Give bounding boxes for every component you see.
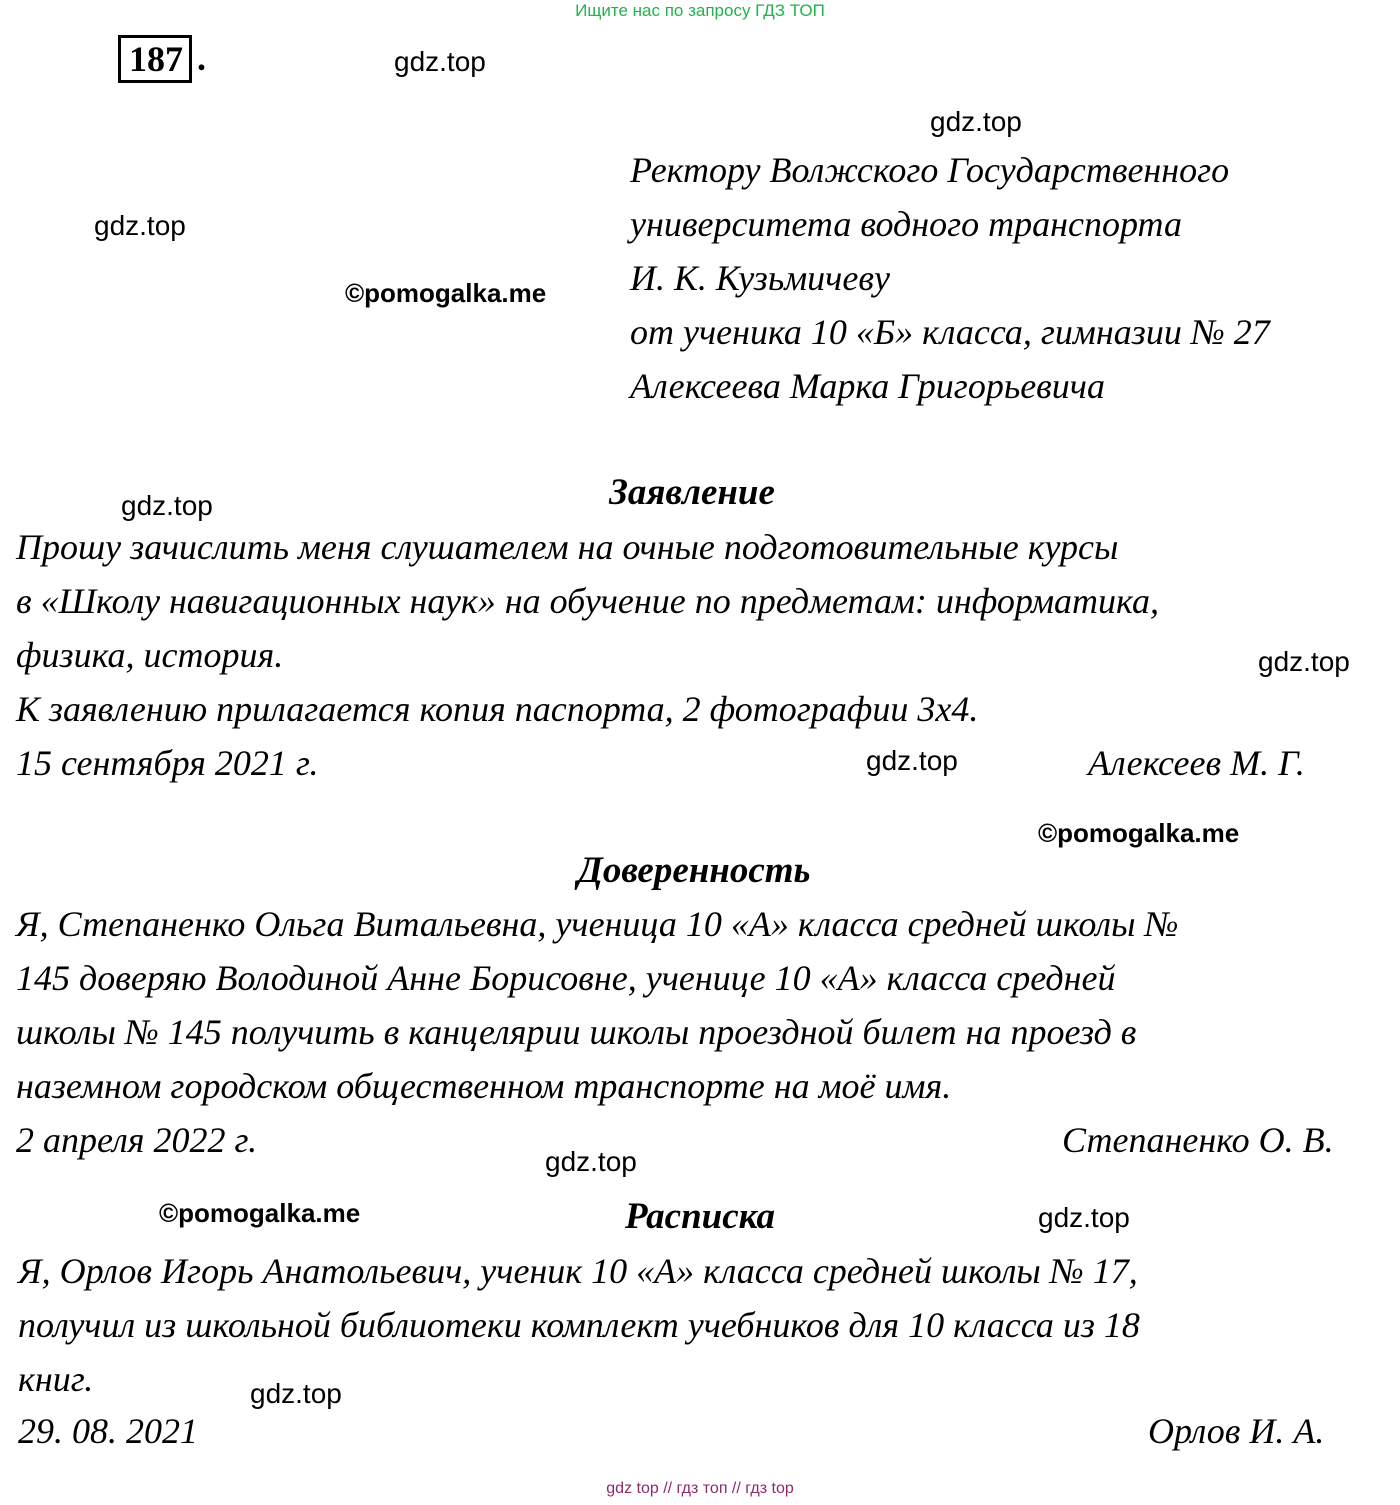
attorney-signature: Степаненко О. В. <box>1062 1120 1334 1160</box>
receipt-line: Я, Орлов Игорь Анатольевич, ученик 10 «А» класса средней школы № 17, <box>18 1251 1138 1291</box>
application-line: К заявлению прилагается копия паспорта, 2 фотографии 3х4. <box>16 689 979 729</box>
receipt-date: 29. 08. 2021 <box>18 1411 198 1451</box>
address-line: Алексеева Марка Григорьевича <box>630 366 1105 406</box>
attorney-line: школы № 145 получить в канцелярии школы проездной билет на проезд в <box>16 1012 1137 1052</box>
address-line: от ученика 10 «Б» класса, гимназии № 27 <box>630 312 1270 352</box>
address-line: Ректору Волжского Государственного <box>630 150 1230 190</box>
address-line: университета водного транспорта <box>630 204 1182 244</box>
watermark-gdz: gdz.top <box>394 46 486 77</box>
receipt-signature: Орлов И. А. <box>1148 1411 1325 1451</box>
attorney-title: Доверенность <box>577 850 811 891</box>
watermark-gdz: gdz.top <box>250 1378 342 1409</box>
watermark-gdz: gdz.top <box>121 490 213 521</box>
watermark-gdz: gdz.top <box>866 745 958 776</box>
attorney-line: 145 доверяю Володиной Анне Борисовне, ученице 10 «А» класса средней <box>16 958 1116 998</box>
exercise-number-dot: . <box>197 38 206 78</box>
application-line: физика, история. <box>16 635 284 675</box>
receipt-title: Расписка <box>624 1196 776 1237</box>
watermark-pomogalka: ©pomogalka.me <box>1038 818 1240 848</box>
watermark-pomogalka: ©pomogalka.me <box>345 278 547 308</box>
top-banner: Ищите нас по запросу ГДЗ ТОП <box>575 1 825 20</box>
watermark-gdz: gdz.top <box>545 1146 637 1177</box>
watermark-pomogalka: ©pomogalka.me <box>159 1198 361 1228</box>
application-signature: Алексеев М. Г. <box>1088 743 1305 783</box>
watermark-gdz: gdz.top <box>930 106 1022 137</box>
footer-links[interactable]: gdz top // гдз топ // гдз top <box>606 1480 794 1497</box>
application-line: Прошу зачислить меня слушателем на очные подготовительные курсы <box>16 527 1119 567</box>
application-date: 15 сентября 2021 г. <box>16 743 319 783</box>
exercise-number: 187 <box>118 35 192 83</box>
attorney-line: наземном городском общественном транспорте на моё имя. <box>16 1066 952 1106</box>
attorney-line: Я, Степаненко Ольга Витальевна, ученица 10 «А» класса средней школы № <box>16 904 1179 944</box>
watermark-gdz: gdz.top <box>1038 1202 1130 1233</box>
attorney-date: 2 апреля 2022 г. <box>16 1120 258 1160</box>
address-line: И. К. Кузьмичеву <box>630 258 890 298</box>
application-line: в «Школу навигационных наук» на обучение по предметам: информатика, <box>16 581 1159 621</box>
application-title: Заявление <box>609 472 775 513</box>
watermark-gdz: gdz.top <box>1258 646 1350 677</box>
receipt-line: получил из школьной библиотеки комплект учебников для 10 класса из 18 <box>18 1305 1140 1345</box>
receipt-line: книг. <box>18 1359 94 1399</box>
watermark-gdz: gdz.top <box>94 210 186 241</box>
